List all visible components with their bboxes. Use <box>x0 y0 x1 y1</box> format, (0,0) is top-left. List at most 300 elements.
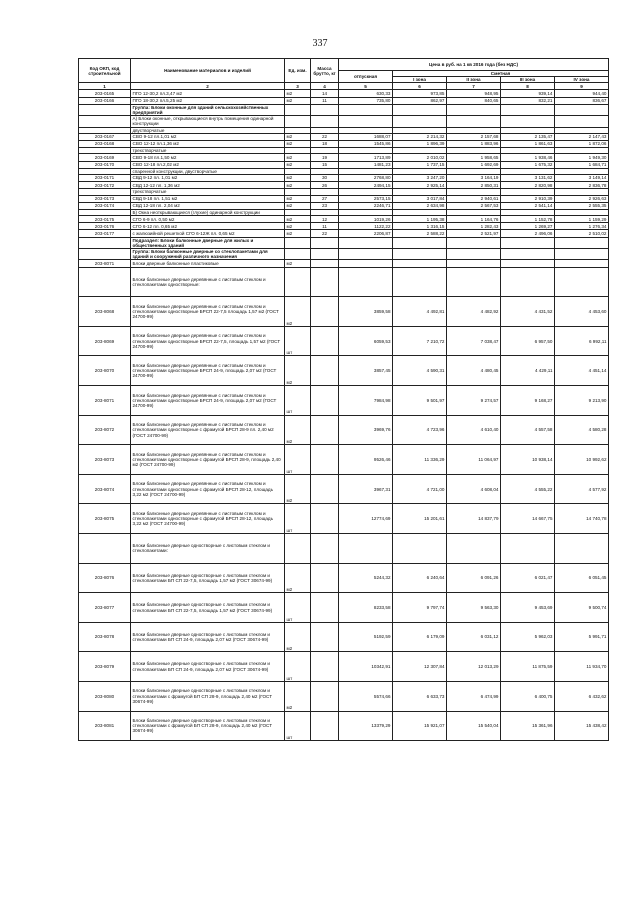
mass-cell: 15 <box>311 161 339 168</box>
zone-1-price-cell: 1 737,15 <box>393 161 447 168</box>
zone-1-price-cell: 4 492,81 <box>393 297 447 327</box>
table-row <box>79 534 609 564</box>
table-row <box>79 154 609 161</box>
zone-1-price-cell: 3 247,20 <box>393 174 447 181</box>
empty-cell <box>285 104 311 115</box>
zone-4-price-cell: 4 577,92 <box>555 474 609 504</box>
header-code: Код ОКП, код строительной <box>79 59 131 83</box>
name-cell: А) Блоки оконные, открывающиеся внутрь помещения одинарной конструкции <box>131 116 285 127</box>
empty-cell <box>447 116 501 127</box>
zone-2-price-cell <box>447 534 501 564</box>
name-cell: Блоки балконные дверные одностворные с листовым стеклом и стеклопакетами БП СП 22-7,5, площадь 1,57 м2 (ГОСТ 30674-99) <box>131 593 285 623</box>
code-cell: 203-0167 <box>79 133 131 140</box>
release-price-cell: 2573,15 <box>339 195 393 202</box>
name-cell: Блоки балконные дверные одностворные с листовым стеклом и стеклопакетами с фрамугой БП СП 28-9, площадь 2,40 м2 (ГОСТ 30674-99) <box>131 711 285 741</box>
name-cell: с жалюзийной решеткой СГО 6-12Ж пл. 0,65 м2 <box>131 230 285 237</box>
zone-2-price-cell: 6 031,12 <box>447 622 501 652</box>
mass-cell <box>311 474 339 504</box>
zone-4-price-cell: 2 926,63 <box>555 195 609 202</box>
zone-3-price-cell: 11 875,59 <box>501 652 555 682</box>
name-cell: СВО 9-12 пл.1,01 м2 <box>131 133 285 140</box>
header-mass: Масса брутто, кг <box>311 59 339 83</box>
zone-3-price-cell: 2 496,06 <box>501 230 555 237</box>
mass-cell: 26 <box>311 182 339 189</box>
empty-cell <box>555 104 609 115</box>
code-cell: 203-0166 <box>79 97 131 104</box>
column-number: 5 <box>339 83 393 90</box>
name-cell: Б) Окна неоткрывающиеся (глухие) одинарной конструкции <box>131 209 285 215</box>
zone-3-price-cell: 2 820,98 <box>501 182 555 189</box>
column-number: 1 <box>79 83 131 90</box>
zone-2-price-cell: 7 038,47 <box>447 326 501 356</box>
zone-4-price-cell <box>555 260 609 267</box>
header-unit: Ед. изм. <box>285 59 311 83</box>
zone-3-price-cell: 9 168,27 <box>501 386 555 416</box>
name-cell: Блоки балконные дверные деревянные с листовым стеклом и стеклопакетами одностворные с фрамугой БРСП 28-12, площадь 3,22 м2 (ГОСТ 24700-99) <box>131 504 285 534</box>
table-row <box>79 97 609 104</box>
release-price-cell: 7984,98 <box>339 386 393 416</box>
code-cell: 203-8071 <box>79 386 131 416</box>
empty-cell <box>501 116 555 127</box>
table-row <box>79 681 609 711</box>
unit-cell: м2 <box>285 622 311 652</box>
code-cell: 203-0177 <box>79 230 131 237</box>
unit-cell: м2 <box>285 681 311 711</box>
mass-cell: 27 <box>311 195 339 202</box>
table-row <box>79 297 609 327</box>
zone-2-price-cell: 948,95 <box>447 90 501 97</box>
zone-1-price-cell: 2 925,14 <box>393 182 447 189</box>
zone-3-price-cell <box>501 260 555 267</box>
empty-cell <box>285 249 311 260</box>
empty-cell <box>311 237 339 248</box>
table-row <box>79 415 609 445</box>
zone-2-price-cell: 3 164,19 <box>447 174 501 181</box>
release-price-cell: 3857,45 <box>339 356 393 386</box>
empty-cell <box>393 249 447 260</box>
name-cell: ПГО 18-30,2 пл.5,25 м2 <box>131 97 285 104</box>
zone-3-price-cell: 1 675,32 <box>501 161 555 168</box>
name-cell: Блоки балконные дверные деревянные с листовым стеклом и стеклопакетами одностворные БРСП 24-9, площадь 2,07 м2 (ГОСТ 24700-99) <box>131 386 285 416</box>
unit-cell: шт <box>285 652 311 682</box>
unit-cell: м2 <box>285 474 311 504</box>
code-cell: 203-0172 <box>79 182 131 189</box>
unit-cell: шт <box>285 326 311 356</box>
name-cell: Блоки балконные дверные деревянные с листовым стеклом и стеклопакетами одностворные с фрамугой БРСП 28-12, площадь 3,22 м2 (ГОСТ 24700-99) <box>131 474 285 504</box>
code-cell: 203-8078 <box>79 622 131 652</box>
zone-1-price-cell: 1 195,38 <box>393 216 447 223</box>
mass-cell: 14 <box>311 90 339 97</box>
name-cell: СВО 12-12 пл.1,36 м2 <box>131 140 285 147</box>
empty-cell <box>555 116 609 127</box>
header-zone-1: I зона <box>393 77 447 83</box>
zone-3-price-cell: 15 361,96 <box>501 711 555 741</box>
zone-2-price-cell: 2 157,68 <box>447 133 501 140</box>
zone-3-price-cell: 5 962,03 <box>501 622 555 652</box>
unit-cell: м2 <box>285 140 311 147</box>
header-estimate-price: Сметная <box>393 71 609 77</box>
table-row <box>79 711 609 741</box>
zone-2-price-cell: 1 958,65 <box>447 154 501 161</box>
zone-3-price-cell <box>501 534 555 564</box>
zone-1-price-cell: 2 214,32 <box>393 133 447 140</box>
release-price-cell <box>339 267 393 297</box>
table-row <box>79 230 609 237</box>
header-name: Наименование материалов и изделий <box>131 59 285 83</box>
release-price-cell: 1688,07 <box>339 133 393 140</box>
code-cell <box>79 104 131 115</box>
zone-4-price-cell: 6 432,62 <box>555 681 609 711</box>
zone-4-price-cell: 2 555,35 <box>555 202 609 209</box>
zone-3-price-cell: 1 938,46 <box>501 154 555 161</box>
zone-2-price-cell: 1 282,43 <box>447 223 501 230</box>
zone-4-price-cell: 1 159,29 <box>555 216 609 223</box>
zone-3-price-cell: 2 135,47 <box>501 133 555 140</box>
zone-2-price-cell: 1 883,96 <box>447 140 501 147</box>
table-row <box>79 223 609 230</box>
name-cell: СГО 6-9 пл. 0,50 м2 <box>131 216 285 223</box>
zone-1-price-cell <box>393 260 447 267</box>
zone-4-price-cell: 2 836,78 <box>555 182 609 189</box>
empty-cell <box>501 249 555 260</box>
zone-3-price-cell: 2 910,39 <box>501 195 555 202</box>
code-cell: 203-0168 <box>79 140 131 147</box>
zone-1-price-cell: 2 634,98 <box>393 202 447 209</box>
group-heading-row <box>79 104 609 115</box>
release-price-cell: 3967,31 <box>339 474 393 504</box>
zone-2-price-cell: 6 091,26 <box>447 563 501 593</box>
unit-cell <box>285 267 311 297</box>
code-cell: 203-0169 <box>79 154 131 161</box>
name-cell: Блоки балконные дверные деревянные с листовым стеклом и стеклопакетами одностворные БРСП 24-9, площадь 2,07 м2 (ГОСТ 24700-99) <box>131 356 285 386</box>
zone-4-price-cell <box>555 534 609 564</box>
table-row <box>79 622 609 652</box>
unit-cell: м2 <box>285 133 311 140</box>
unit-cell: м2 <box>285 563 311 593</box>
zone-3-price-cell: 4 555,22 <box>501 474 555 504</box>
zone-1-price-cell: 973,85 <box>393 90 447 97</box>
column-number: 7 <box>447 83 501 90</box>
unit-cell: м2 <box>285 161 311 168</box>
mass-cell <box>311 504 339 534</box>
empty-cell <box>393 116 447 127</box>
name-cell: трехстворчатые <box>131 148 285 154</box>
table-row <box>79 182 609 189</box>
release-price-cell: 2494,15 <box>339 182 393 189</box>
code-cell <box>79 116 131 127</box>
zone-3-price-cell: 4 557,58 <box>501 415 555 445</box>
mass-cell: 12 <box>311 216 339 223</box>
release-price-cell: 630,33 <box>339 90 393 97</box>
zone-1-price-cell: 3 017,84 <box>393 195 447 202</box>
zone-3-price-cell: 10 938,14 <box>501 445 555 475</box>
code-cell: 203-0170 <box>79 161 131 168</box>
column-number-row <box>79 83 609 90</box>
code-cell: 203-0176 <box>79 223 131 230</box>
table-row <box>79 445 609 475</box>
zone-4-price-cell: 1 684,71 <box>555 161 609 168</box>
zone-2-price-cell: 1 692,69 <box>447 161 501 168</box>
release-price-cell: 1122,22 <box>339 223 393 230</box>
zone-2-price-cell <box>447 267 501 297</box>
price-table-sheet <box>78 58 608 741</box>
zone-2-price-cell: 840,65 <box>447 97 501 104</box>
unit-cell: м2 <box>285 223 311 230</box>
name-cell: Блоки балконные дверные деревянные с листовым стеклом и стеклопакетами одностворные БРСП 22-7,5, площадь 1,57 м2 (ГОСТ 24700-99) <box>131 326 285 356</box>
release-price-cell: 8233,58 <box>339 593 393 623</box>
zone-1-price-cell <box>393 267 447 297</box>
name-cell: СВД 9-12 пл. 1,01 м2 <box>131 174 285 181</box>
name-cell: Подраздел: Блоки балконные дверные для жилых и общественных зданий <box>131 237 285 248</box>
mass-cell <box>311 267 339 297</box>
empty-cell <box>393 237 447 248</box>
code-cell: 203-8077 <box>79 593 131 623</box>
header-zone-3: III зона <box>501 77 555 83</box>
table-row <box>79 326 609 356</box>
table-row <box>79 140 609 147</box>
zone-1-price-cell: 6 633,73 <box>393 681 447 711</box>
release-price-cell: 3969,76 <box>339 415 393 445</box>
zone-4-price-cell: 1 872,06 <box>555 140 609 147</box>
zone-3-price-cell: 3 131,62 <box>501 174 555 181</box>
mass-cell: 23 <box>311 202 339 209</box>
code-cell: 203-0174 <box>79 202 131 209</box>
name-cell: двустворчатые <box>131 127 285 133</box>
release-price-cell: 6059,53 <box>339 326 393 356</box>
mass-cell <box>311 652 339 682</box>
zone-3-price-cell: 1 269,27 <box>501 223 555 230</box>
zone-4-price-cell: 836,67 <box>555 97 609 104</box>
zone-1-price-cell: 15 201,61 <box>393 504 447 534</box>
group-heading-row <box>79 237 609 248</box>
zone-3-price-cell: 9 453,69 <box>501 593 555 623</box>
zone-2-price-cell: 11 064,97 <box>447 445 501 475</box>
empty-cell <box>447 104 501 115</box>
empty-cell <box>311 116 339 127</box>
table-row <box>79 474 609 504</box>
zone-2-price-cell: 2 521,97 <box>447 230 501 237</box>
table-row <box>79 652 609 682</box>
empty-cell <box>339 104 393 115</box>
release-price-cell: 5574,66 <box>339 681 393 711</box>
header-zone-4: IV зона <box>555 77 609 83</box>
name-cell: Блоки дверные балконные пластиковые <box>131 260 285 267</box>
release-price-cell: 2206,87 <box>339 230 393 237</box>
name-cell: Блоки балконные дверные одностворные с листовым стеклом и стеклопакетами: <box>131 534 285 564</box>
zone-2-price-cell: 4 480,45 <box>447 356 501 386</box>
zone-2-price-cell <box>447 260 501 267</box>
unit-cell: м2 <box>285 154 311 161</box>
unit-cell: шт <box>285 386 311 416</box>
mass-cell <box>311 297 339 327</box>
zone-3-price-cell: 6 021,47 <box>501 563 555 593</box>
zone-2-price-cell: 9 563,30 <box>447 593 501 623</box>
zone-1-price-cell: 11 336,29 <box>393 445 447 475</box>
zone-2-price-cell: 2 940,61 <box>447 195 501 202</box>
mass-cell <box>311 260 339 267</box>
name-cell: СВО 12-18 пл.2,02 м2 <box>131 161 285 168</box>
zone-4-price-cell: 944,40 <box>555 90 609 97</box>
table-row <box>79 133 609 140</box>
unit-cell <box>285 534 311 564</box>
unit-cell: м2 <box>285 97 311 104</box>
unit-cell: м2 <box>285 216 311 223</box>
unit-cell: шт <box>285 504 311 534</box>
name-cell: Блоки балконные дверные деревянные с листовым стеклом и стеклопакетами одностворные с фрамугой БРСП 28-9, площадь 2,40 м2 (ГОСТ 24700-99) <box>131 445 285 475</box>
page-number: 337 <box>312 38 328 49</box>
table-row <box>79 386 609 416</box>
unit-cell: м2 <box>285 202 311 209</box>
zone-3-price-cell: 1 861,63 <box>501 140 555 147</box>
code-cell: 203-8068 <box>79 297 131 327</box>
zone-1-price-cell: 4 721,00 <box>393 474 447 504</box>
code-cell: 203-0171 <box>79 174 131 181</box>
unit-cell: м2 <box>285 356 311 386</box>
zone-1-price-cell: 2 010,02 <box>393 154 447 161</box>
mass-cell <box>311 711 339 741</box>
zone-3-price-cell: 14 667,75 <box>501 504 555 534</box>
zone-1-price-cell: 1 896,39 <box>393 140 447 147</box>
empty-cell <box>555 237 609 248</box>
unit-cell: м2 <box>285 230 311 237</box>
zone-4-price-cell: 4 580,28 <box>555 415 609 445</box>
empty-cell <box>339 249 393 260</box>
zone-4-price-cell: 15 438,42 <box>555 711 609 741</box>
mass-cell: 30 <box>311 174 339 181</box>
zone-4-price-cell: 10 992,62 <box>555 445 609 475</box>
release-price-cell: 1545,86 <box>339 140 393 147</box>
release-price-cell: 735,80 <box>339 97 393 104</box>
table-row <box>79 90 609 97</box>
zone-3-price-cell: 4 429,11 <box>501 356 555 386</box>
mass-cell: 11 <box>311 223 339 230</box>
zone-1-price-cell: 4 590,31 <box>393 356 447 386</box>
name-cell: Блоки балконные дверные одностворные с листовым стеклом и стеклопакетами с фрамугой БП СП 28-9, площадь 2,40 м2 (ГОСТ 30674-99) <box>131 681 285 711</box>
release-price-cell: 2246,71 <box>339 202 393 209</box>
empty-cell <box>285 237 311 248</box>
code-cell <box>79 534 131 564</box>
column-number: 9 <box>555 83 609 90</box>
empty-cell <box>311 249 339 260</box>
name-cell: Группа: Блоки балконные дверные со стеклопакетами для зданий и сооружений различного назначения <box>131 249 285 260</box>
zone-3-price-cell: 4 431,52 <box>501 297 555 327</box>
unit-cell: м2 <box>285 297 311 327</box>
mass-cell: 22 <box>311 133 339 140</box>
release-price-cell <box>339 260 393 267</box>
name-cell: Группа: Блоки оконные для зданий сельскохозяйственных предприятий <box>131 104 285 115</box>
zone-1-price-cell: 12 307,84 <box>393 652 447 682</box>
mass-cell <box>311 681 339 711</box>
table-row <box>79 260 609 267</box>
mass-cell: 11 <box>311 97 339 104</box>
code-cell <box>79 237 131 248</box>
zone-3-price-cell: 939,14 <box>501 90 555 97</box>
empty-cell <box>311 104 339 115</box>
code-cell <box>79 249 131 260</box>
zone-1-price-cell: 15 921,07 <box>393 711 447 741</box>
mass-cell <box>311 534 339 564</box>
zone-1-price-cell: 862,97 <box>393 97 447 104</box>
name-cell: Блоки балконные дверные деревянные с листовым стеклом и стеклопакетами одностворные БРСП 22-7,5 площадь 1,57 м2 (ГОСТ 24700-99) <box>131 297 285 327</box>
header-release-price: отпускная <box>339 71 393 83</box>
zone-1-price-cell: 9 797,74 <box>393 593 447 623</box>
zone-4-price-cell: 1 949,30 <box>555 154 609 161</box>
code-cell: 203-8073 <box>79 445 131 475</box>
release-price-cell: 3859,58 <box>339 297 393 327</box>
zone-3-price-cell: 832,21 <box>501 97 555 104</box>
zone-3-price-cell: 2 541,14 <box>501 202 555 209</box>
name-cell: трехстворчатые <box>131 189 285 195</box>
release-price-cell: 5244,32 <box>339 563 393 593</box>
zone-1-price-cell: 9 501,97 <box>393 386 447 416</box>
empty-cell <box>339 237 393 248</box>
mass-cell <box>311 563 339 593</box>
zone-4-price-cell: 2 147,43 <box>555 133 609 140</box>
zone-4-price-cell: 4 453,60 <box>555 297 609 327</box>
code-cell: 203-8071 <box>79 260 131 267</box>
code-cell: 203-8075 <box>79 504 131 534</box>
code-cell: 203-8070 <box>79 356 131 386</box>
zone-2-price-cell: 4 608,04 <box>447 474 501 504</box>
zone-1-price-cell: 1 316,15 <box>393 223 447 230</box>
unit-cell: м2 <box>285 415 311 445</box>
unit-cell: м2 <box>285 174 311 181</box>
column-number: 3 <box>285 83 311 90</box>
zone-1-price-cell: 7 210,72 <box>393 326 447 356</box>
zone-4-price-cell: 9 500,74 <box>555 593 609 623</box>
zone-1-price-cell: 2 588,22 <box>393 230 447 237</box>
code-cell: 203-0165 <box>79 90 131 97</box>
zone-4-price-cell: 11 934,70 <box>555 652 609 682</box>
table-row <box>79 202 609 209</box>
empty-cell <box>285 116 311 127</box>
header-price-title: Цена в руб. на 1 кв 2016 года (без НДС) <box>339 59 609 71</box>
mass-cell <box>311 326 339 356</box>
release-price-cell: 13379,29 <box>339 711 393 741</box>
zone-2-price-cell: 6 474,99 <box>447 681 501 711</box>
code-cell: 203-8074 <box>79 474 131 504</box>
name-cell: СВД 9-18 пл. 1,51 м2 <box>131 195 285 202</box>
zone-2-price-cell: 2 567,53 <box>447 202 501 209</box>
mass-cell <box>311 593 339 623</box>
zone-2-price-cell: 4 610,40 <box>447 415 501 445</box>
zone-2-price-cell: 12 013,29 <box>447 652 501 682</box>
table-row <box>79 216 609 223</box>
empty-cell <box>501 237 555 248</box>
zone-4-price-cell: 2 510,02 <box>555 230 609 237</box>
table-row <box>79 195 609 202</box>
table-row <box>79 174 609 181</box>
header-zone-2: II зона <box>447 77 501 83</box>
mass-cell: 19 <box>311 154 339 161</box>
zone-2-price-cell: 14 837,79 <box>447 504 501 534</box>
name-cell: Блоки балконные дверные деревянные с листовым стеклом и стеклопакетами одностворные: <box>131 267 285 297</box>
mass-cell <box>311 415 339 445</box>
unit-cell: м2 <box>285 182 311 189</box>
mass-cell <box>311 356 339 386</box>
release-price-cell: 9526,46 <box>339 445 393 475</box>
name-cell: Блоки балконные дверные одностворные с листовым стеклом и стеклопакетами БП СП 22-7,5, площадь 1,57 м2 (ГОСТ 30674-99) <box>131 563 285 593</box>
code-cell: 203-8080 <box>79 681 131 711</box>
release-price-cell: 1019,26 <box>339 216 393 223</box>
empty-cell <box>339 116 393 127</box>
release-price-cell: 10342,91 <box>339 652 393 682</box>
unit-cell: шт <box>285 593 311 623</box>
code-cell: 203-8079 <box>79 652 131 682</box>
release-price-cell: 1713,89 <box>339 154 393 161</box>
empty-cell <box>555 249 609 260</box>
column-number: 2 <box>131 83 285 90</box>
